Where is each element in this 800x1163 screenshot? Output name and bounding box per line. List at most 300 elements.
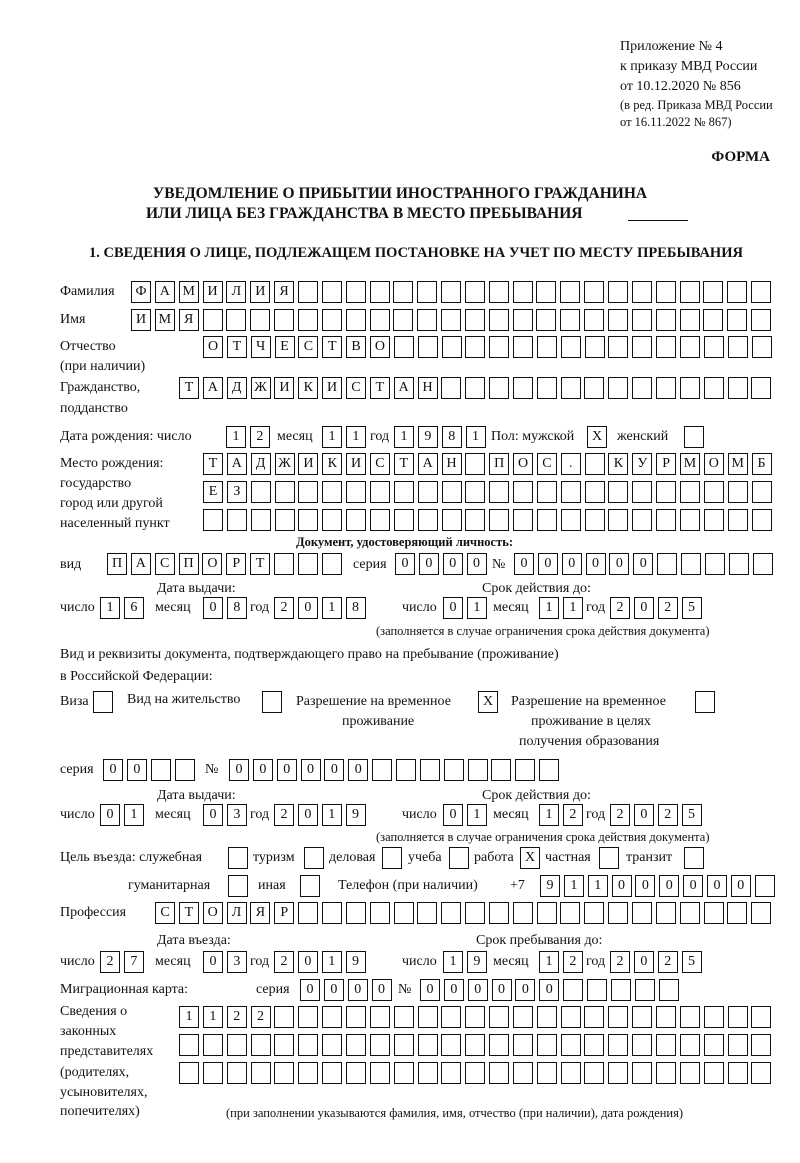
- char-box[interactable]: Ж: [251, 377, 271, 399]
- char-box[interactable]: [561, 377, 581, 399]
- char-box[interactable]: [418, 1034, 438, 1056]
- char-box[interactable]: [635, 979, 655, 1001]
- char-box[interactable]: [489, 281, 509, 303]
- char-box[interactable]: [489, 377, 509, 399]
- char-box[interactable]: [274, 1006, 294, 1028]
- char-box[interactable]: 1: [226, 426, 246, 448]
- char-box[interactable]: [728, 1062, 748, 1084]
- char-box[interactable]: 2: [610, 951, 630, 973]
- char-box[interactable]: [322, 902, 342, 924]
- char-box[interactable]: 0: [562, 553, 582, 575]
- char-box[interactable]: [370, 1006, 390, 1028]
- char-box[interactable]: 1: [322, 426, 342, 448]
- char-box[interactable]: [394, 509, 414, 531]
- char-box[interactable]: [561, 481, 581, 503]
- char-box[interactable]: [751, 281, 771, 303]
- char-box[interactable]: [608, 309, 628, 331]
- char-box[interactable]: Л: [227, 902, 247, 924]
- char-box[interactable]: [513, 281, 533, 303]
- char-box[interactable]: [585, 481, 605, 503]
- char-box[interactable]: [442, 481, 462, 503]
- char-box[interactable]: С: [370, 453, 390, 475]
- char-box[interactable]: [370, 1034, 390, 1056]
- char-box[interactable]: 0: [103, 759, 123, 781]
- char-box[interactable]: [656, 377, 676, 399]
- char-box[interactable]: Д: [251, 453, 271, 475]
- char-box[interactable]: [680, 336, 700, 358]
- checkbox-box[interactable]: [304, 847, 324, 869]
- char-box[interactable]: 1: [322, 951, 342, 973]
- char-box[interactable]: А: [394, 377, 414, 399]
- char-box[interactable]: [539, 759, 559, 781]
- char-box[interactable]: [251, 481, 271, 503]
- checkbox-box[interactable]: [262, 691, 282, 713]
- char-box[interactable]: 1: [539, 951, 559, 973]
- char-box[interactable]: [560, 902, 580, 924]
- char-box[interactable]: [561, 509, 581, 531]
- char-box[interactable]: 0: [277, 759, 297, 781]
- char-box[interactable]: [489, 309, 509, 331]
- char-box[interactable]: [418, 336, 438, 358]
- char-box[interactable]: [608, 336, 628, 358]
- char-box[interactable]: 1: [539, 597, 559, 619]
- char-box[interactable]: Я: [250, 902, 270, 924]
- char-box[interactable]: [417, 309, 437, 331]
- char-box[interactable]: 2: [274, 597, 294, 619]
- char-box[interactable]: К: [298, 377, 318, 399]
- char-box[interactable]: Т: [203, 453, 223, 475]
- char-box[interactable]: [704, 1034, 724, 1056]
- char-box[interactable]: [704, 509, 724, 531]
- char-box[interactable]: [537, 1034, 557, 1056]
- char-box[interactable]: 0: [539, 979, 559, 1001]
- char-box[interactable]: [322, 309, 342, 331]
- char-box[interactable]: [561, 1034, 581, 1056]
- char-box[interactable]: [704, 481, 724, 503]
- char-box[interactable]: Ф: [131, 281, 151, 303]
- char-box[interactable]: [727, 902, 747, 924]
- char-box[interactable]: С: [346, 377, 366, 399]
- char-box[interactable]: [608, 1034, 628, 1056]
- char-box[interactable]: [680, 509, 700, 531]
- char-box[interactable]: [441, 902, 461, 924]
- char-box[interactable]: 2: [251, 1006, 271, 1028]
- char-box[interactable]: [680, 281, 700, 303]
- char-box[interactable]: [418, 481, 438, 503]
- char-box[interactable]: [441, 1062, 461, 1084]
- char-box[interactable]: [489, 509, 509, 531]
- char-box[interactable]: [537, 481, 557, 503]
- char-box[interactable]: 1: [564, 875, 584, 897]
- char-box[interactable]: [632, 281, 652, 303]
- char-box[interactable]: [584, 281, 604, 303]
- char-box[interactable]: [704, 336, 724, 358]
- char-box[interactable]: С: [155, 902, 175, 924]
- char-box[interactable]: [561, 336, 581, 358]
- char-box[interactable]: [465, 1034, 485, 1056]
- char-box[interactable]: [298, 481, 318, 503]
- char-box[interactable]: [751, 309, 771, 331]
- char-box[interactable]: 9: [346, 951, 366, 973]
- char-box[interactable]: [513, 1062, 533, 1084]
- char-box[interactable]: 0: [634, 597, 654, 619]
- char-box[interactable]: [608, 1062, 628, 1084]
- char-box[interactable]: [441, 1006, 461, 1028]
- char-box[interactable]: [298, 1034, 318, 1056]
- char-box[interactable]: [465, 481, 485, 503]
- char-box[interactable]: [751, 1034, 771, 1056]
- char-box[interactable]: [537, 902, 557, 924]
- char-box[interactable]: 0: [203, 804, 223, 826]
- char-box[interactable]: [513, 481, 533, 503]
- char-box[interactable]: 0: [229, 759, 249, 781]
- char-box[interactable]: 9: [346, 804, 366, 826]
- char-box[interactable]: Я: [179, 309, 199, 331]
- char-box[interactable]: [703, 281, 723, 303]
- char-box[interactable]: 9: [540, 875, 560, 897]
- char-box[interactable]: [227, 509, 247, 531]
- checkbox-box[interactable]: [449, 847, 469, 869]
- char-box[interactable]: 2: [100, 951, 120, 973]
- char-box[interactable]: [394, 1062, 414, 1084]
- char-box[interactable]: 0: [634, 951, 654, 973]
- char-box[interactable]: 9: [467, 951, 487, 973]
- char-box[interactable]: Д: [227, 377, 247, 399]
- char-box[interactable]: [370, 481, 390, 503]
- char-box[interactable]: [584, 902, 604, 924]
- char-box[interactable]: [728, 1034, 748, 1056]
- char-box[interactable]: 2: [658, 597, 678, 619]
- char-box[interactable]: [393, 281, 413, 303]
- char-box[interactable]: [728, 336, 748, 358]
- char-box[interactable]: [370, 281, 390, 303]
- char-box[interactable]: 1: [179, 1006, 199, 1028]
- char-box[interactable]: [274, 553, 294, 575]
- char-box[interactable]: П: [489, 453, 509, 475]
- char-box[interactable]: Т: [250, 553, 270, 575]
- char-box[interactable]: 0: [444, 979, 464, 1001]
- char-box[interactable]: 1: [563, 597, 583, 619]
- char-box[interactable]: И: [322, 377, 342, 399]
- char-box[interactable]: 1: [124, 804, 144, 826]
- char-box[interactable]: [346, 281, 366, 303]
- char-box[interactable]: И: [203, 281, 223, 303]
- char-box[interactable]: [175, 759, 195, 781]
- char-box[interactable]: 0: [586, 553, 606, 575]
- char-box[interactable]: [179, 1062, 199, 1084]
- char-box[interactable]: [298, 1006, 318, 1028]
- char-box[interactable]: [681, 553, 701, 575]
- char-box[interactable]: 1: [203, 1006, 223, 1028]
- char-box[interactable]: [584, 1034, 604, 1056]
- char-box[interactable]: [537, 1006, 557, 1028]
- char-box[interactable]: Н: [418, 377, 438, 399]
- char-box[interactable]: 1: [322, 597, 342, 619]
- char-box[interactable]: [275, 481, 295, 503]
- char-box[interactable]: 1: [588, 875, 608, 897]
- checkbox-box[interactable]: [599, 847, 619, 869]
- char-box[interactable]: Т: [179, 902, 199, 924]
- char-box[interactable]: [151, 759, 171, 781]
- char-box[interactable]: [752, 336, 772, 358]
- char-box[interactable]: [728, 481, 748, 503]
- char-box[interactable]: 8: [227, 597, 247, 619]
- char-box[interactable]: 0: [372, 979, 392, 1001]
- char-box[interactable]: [513, 336, 533, 358]
- char-box[interactable]: 0: [612, 875, 632, 897]
- char-box[interactable]: [561, 1006, 581, 1028]
- char-box[interactable]: [394, 902, 414, 924]
- char-box[interactable]: А: [203, 377, 223, 399]
- char-box[interactable]: 2: [658, 951, 678, 973]
- char-box[interactable]: 0: [633, 553, 653, 575]
- char-box[interactable]: З: [227, 481, 247, 503]
- char-box[interactable]: [632, 309, 652, 331]
- char-box[interactable]: [560, 281, 580, 303]
- char-box[interactable]: [680, 902, 700, 924]
- char-box[interactable]: [346, 1006, 366, 1028]
- char-box[interactable]: [659, 979, 679, 1001]
- char-box[interactable]: [728, 377, 748, 399]
- char-box[interactable]: А: [155, 281, 175, 303]
- char-box[interactable]: [441, 1034, 461, 1056]
- char-box[interactable]: 1: [322, 804, 342, 826]
- char-box[interactable]: [585, 453, 605, 475]
- title-blank-line[interactable]: [628, 220, 688, 221]
- char-box[interactable]: М: [179, 281, 199, 303]
- char-box[interactable]: [322, 481, 342, 503]
- char-box[interactable]: [420, 759, 440, 781]
- char-box[interactable]: 2: [250, 426, 270, 448]
- char-box[interactable]: [370, 902, 390, 924]
- char-box[interactable]: [394, 1034, 414, 1056]
- char-box[interactable]: [346, 1034, 366, 1056]
- char-box[interactable]: 0: [634, 804, 654, 826]
- char-box[interactable]: О: [704, 453, 724, 475]
- char-box[interactable]: [656, 1062, 676, 1084]
- char-box[interactable]: О: [513, 453, 533, 475]
- char-box[interactable]: [274, 309, 294, 331]
- char-box[interactable]: 1: [467, 804, 487, 826]
- char-box[interactable]: [608, 377, 628, 399]
- char-box[interactable]: [680, 377, 700, 399]
- char-box[interactable]: [441, 309, 461, 331]
- char-box[interactable]: 0: [492, 979, 512, 1001]
- char-box[interactable]: [656, 902, 676, 924]
- char-box[interactable]: 2: [610, 597, 630, 619]
- char-box[interactable]: Ж: [275, 453, 295, 475]
- char-box[interactable]: [346, 1062, 366, 1084]
- char-box[interactable]: [536, 281, 556, 303]
- char-box[interactable]: [465, 509, 485, 531]
- char-box[interactable]: [250, 309, 270, 331]
- char-box[interactable]: Р: [656, 453, 676, 475]
- char-box[interactable]: [513, 1006, 533, 1028]
- char-box[interactable]: [727, 281, 747, 303]
- char-box[interactable]: О: [370, 336, 390, 358]
- checkbox-box[interactable]: [684, 426, 704, 448]
- char-box[interactable]: [513, 1034, 533, 1056]
- char-box[interactable]: М: [155, 309, 175, 331]
- char-box[interactable]: [632, 509, 652, 531]
- char-box[interactable]: П: [107, 553, 127, 575]
- char-box[interactable]: У: [632, 453, 652, 475]
- char-box[interactable]: [680, 1034, 700, 1056]
- char-box[interactable]: 0: [395, 553, 415, 575]
- char-box[interactable]: 0: [538, 553, 558, 575]
- char-box[interactable]: 1: [394, 426, 414, 448]
- char-box[interactable]: [704, 1006, 724, 1028]
- char-box[interactable]: 0: [324, 759, 344, 781]
- char-box[interactable]: Е: [203, 481, 223, 503]
- checkbox-box[interactable]: [93, 691, 113, 713]
- char-box[interactable]: 8: [442, 426, 462, 448]
- char-box[interactable]: О: [202, 553, 222, 575]
- char-box[interactable]: [680, 309, 700, 331]
- char-box[interactable]: [298, 281, 318, 303]
- char-box[interactable]: 1: [346, 426, 366, 448]
- char-box[interactable]: И: [131, 309, 151, 331]
- char-box[interactable]: [680, 1006, 700, 1028]
- char-box[interactable]: [584, 1006, 604, 1028]
- char-box[interactable]: [703, 309, 723, 331]
- char-box[interactable]: [346, 902, 366, 924]
- char-box[interactable]: И: [250, 281, 270, 303]
- char-box[interactable]: [396, 759, 416, 781]
- checkbox-box[interactable]: [695, 691, 715, 713]
- char-box[interactable]: 7: [124, 951, 144, 973]
- char-box[interactable]: [489, 481, 509, 503]
- char-box[interactable]: [560, 309, 580, 331]
- char-box[interactable]: [656, 481, 676, 503]
- char-box[interactable]: Т: [227, 336, 247, 358]
- char-box[interactable]: Л: [226, 281, 246, 303]
- char-box[interactable]: 0: [731, 875, 751, 897]
- char-box[interactable]: И: [274, 377, 294, 399]
- char-box[interactable]: 2: [610, 804, 630, 826]
- char-box[interactable]: 1: [100, 597, 120, 619]
- char-box[interactable]: [203, 1062, 223, 1084]
- char-box[interactable]: [322, 1062, 342, 1084]
- char-box[interactable]: М: [680, 453, 700, 475]
- char-box[interactable]: О: [203, 902, 223, 924]
- char-box[interactable]: [489, 902, 509, 924]
- char-box[interactable]: [513, 309, 533, 331]
- char-box[interactable]: [298, 553, 318, 575]
- char-box[interactable]: [251, 1034, 271, 1056]
- char-box[interactable]: [563, 979, 583, 1001]
- char-box[interactable]: 0: [298, 951, 318, 973]
- char-box[interactable]: 3: [227, 951, 247, 973]
- char-box[interactable]: 0: [659, 875, 679, 897]
- char-box[interactable]: [298, 509, 318, 531]
- char-box[interactable]: [489, 336, 509, 358]
- char-box[interactable]: [753, 553, 773, 575]
- char-box[interactable]: [608, 481, 628, 503]
- char-box[interactable]: [322, 509, 342, 531]
- char-box[interactable]: [444, 759, 464, 781]
- char-box[interactable]: 0: [419, 553, 439, 575]
- char-box[interactable]: 2: [274, 951, 294, 973]
- char-box[interactable]: Я: [274, 281, 294, 303]
- char-box[interactable]: 0: [514, 553, 534, 575]
- char-box[interactable]: [537, 336, 557, 358]
- char-box[interactable]: [608, 281, 628, 303]
- char-box[interactable]: [251, 1062, 271, 1084]
- char-box[interactable]: [536, 309, 556, 331]
- char-box[interactable]: 5: [682, 804, 702, 826]
- char-box[interactable]: [608, 509, 628, 531]
- char-box[interactable]: 0: [443, 597, 463, 619]
- char-box[interactable]: [755, 875, 775, 897]
- checkbox-box[interactable]: X: [587, 426, 607, 448]
- char-box[interactable]: [656, 309, 676, 331]
- char-box[interactable]: [611, 979, 631, 1001]
- char-box[interactable]: 0: [467, 553, 487, 575]
- char-box[interactable]: [372, 759, 392, 781]
- char-box[interactable]: [370, 309, 390, 331]
- char-box[interactable]: [515, 759, 535, 781]
- char-box[interactable]: [418, 1062, 438, 1084]
- char-box[interactable]: [632, 1062, 652, 1084]
- char-box[interactable]: К: [322, 453, 342, 475]
- char-box[interactable]: [513, 377, 533, 399]
- char-box[interactable]: М: [728, 453, 748, 475]
- char-box[interactable]: 0: [324, 979, 344, 1001]
- char-box[interactable]: [608, 902, 628, 924]
- checkbox-box[interactable]: [382, 847, 402, 869]
- char-box[interactable]: [298, 902, 318, 924]
- char-box[interactable]: 8: [346, 597, 366, 619]
- checkbox-box[interactable]: [684, 847, 704, 869]
- char-box[interactable]: 0: [420, 979, 440, 1001]
- char-box[interactable]: [465, 336, 485, 358]
- char-box[interactable]: 2: [227, 1006, 247, 1028]
- char-box[interactable]: [632, 377, 652, 399]
- char-box[interactable]: 0: [348, 979, 368, 1001]
- char-box[interactable]: [203, 309, 223, 331]
- char-box[interactable]: 0: [348, 759, 368, 781]
- char-box[interactable]: 0: [443, 804, 463, 826]
- char-box[interactable]: [203, 509, 223, 531]
- char-box[interactable]: [489, 1006, 509, 1028]
- char-box[interactable]: 0: [635, 875, 655, 897]
- char-box[interactable]: [585, 509, 605, 531]
- char-box[interactable]: [491, 759, 511, 781]
- char-box[interactable]: А: [131, 553, 151, 575]
- char-box[interactable]: И: [298, 453, 318, 475]
- char-box[interactable]: [513, 902, 533, 924]
- char-box[interactable]: [632, 481, 652, 503]
- char-box[interactable]: 0: [203, 951, 223, 973]
- char-box[interactable]: [584, 1062, 604, 1084]
- char-box[interactable]: [298, 309, 318, 331]
- char-box[interactable]: 0: [515, 979, 535, 1001]
- char-box[interactable]: .: [561, 453, 581, 475]
- char-box[interactable]: [465, 309, 485, 331]
- char-box[interactable]: 1: [443, 951, 463, 973]
- char-box[interactable]: 1: [539, 804, 559, 826]
- char-box[interactable]: [537, 377, 557, 399]
- char-box[interactable]: [705, 553, 725, 575]
- char-box[interactable]: [322, 281, 342, 303]
- char-box[interactable]: И: [346, 453, 366, 475]
- char-box[interactable]: [322, 1034, 342, 1056]
- char-box[interactable]: 0: [127, 759, 147, 781]
- char-box[interactable]: [584, 377, 604, 399]
- char-box[interactable]: [417, 281, 437, 303]
- char-box[interactable]: [656, 1006, 676, 1028]
